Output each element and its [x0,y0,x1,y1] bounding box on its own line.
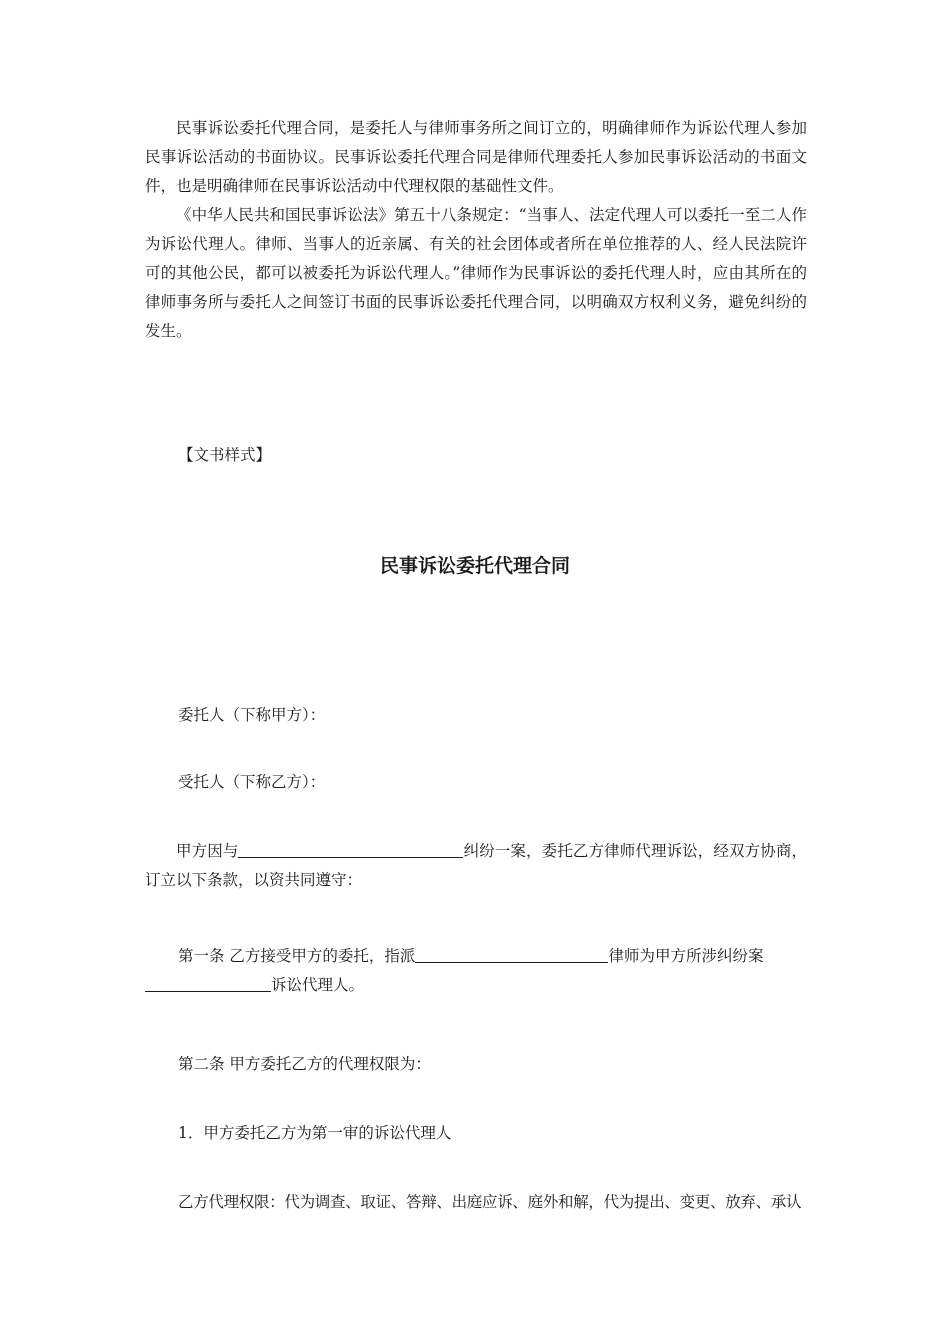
article-1-prefix: 第一条 乙方接受甲方的委托，指派 [178,947,416,965]
case-role-blank-field[interactable] [145,973,271,992]
intro-section [145,114,807,346]
article-1-line-2 [145,971,807,1000]
article-1-block [145,942,807,1000]
article-2-block [145,1050,807,1079]
item-1-line: 1．甲方委托乙方为第一审的诉讼代理人 [178,1124,452,1142]
article-2-line: 第二条 甲方委托乙方的代理权限为： [178,1055,431,1073]
case-clause [145,837,807,895]
lawyer-name-blank-field[interactable] [415,944,608,963]
opponent-blank-field[interactable] [238,839,463,858]
contract-title: 民事诉讼委托代理合同 [379,555,570,577]
section-label-block [145,441,807,470]
party-a-block [145,701,807,730]
authority-line: 乙方代理权限：代为调查、取证、答辩、出庭应诉、庭外和解，代为提出、变更、放弃、承认 [178,1193,802,1211]
item-1-block [145,1119,807,1148]
section-label: 【文书样式】 [178,446,272,464]
article-1-mid: 律师为甲方所涉纠纷案 [608,947,764,965]
intro-paragraph-1: 民事诉讼委托代理合同，是委托人与律师事务所之间订立的，明确律师作为诉讼代理人参加民事诉讼活动的书面协议。民事诉讼委托代理合同是律师代理委托人参加民事诉讼活动的书面文件，也是明确律师在民事诉讼活动中代理权限的基础性文件。 [145,119,807,195]
case-prefix: 甲方因与 [176,842,239,860]
case-suffix: 纠纷一案，委托乙方律师代理诉讼，经双方协商，订立以下条款，以资共同遵守： [145,842,807,889]
article-1-suffix: 诉讼代理人。 [271,976,365,994]
case-paragraph [145,837,807,895]
article-1-line-1 [145,942,807,971]
intro-paragraph-2: 《中华人民共和国民事诉讼法》第五十八条规定：“当事人、法定代理人可以委托一至二人作为诉讼代理人。律师、当事人的近亲属、有关的社会团体或者所在单位推荐的人、经人民法院许可的其他公民，都可以被委托为诉讼代理人。”律师作为民事诉讼的委托代理人时，应由其所在的律师事务所与委托人之间签订书面的民事诉讼委托代理合同，以明确双方权利义务，避免纠纷的发生。 [145,206,807,340]
party-a-line: 委托人（下称甲方）： [178,706,326,724]
party-b-line: 受托人（下称乙方）： [178,773,326,791]
party-b-block [145,768,807,797]
authority-block [145,1188,807,1217]
